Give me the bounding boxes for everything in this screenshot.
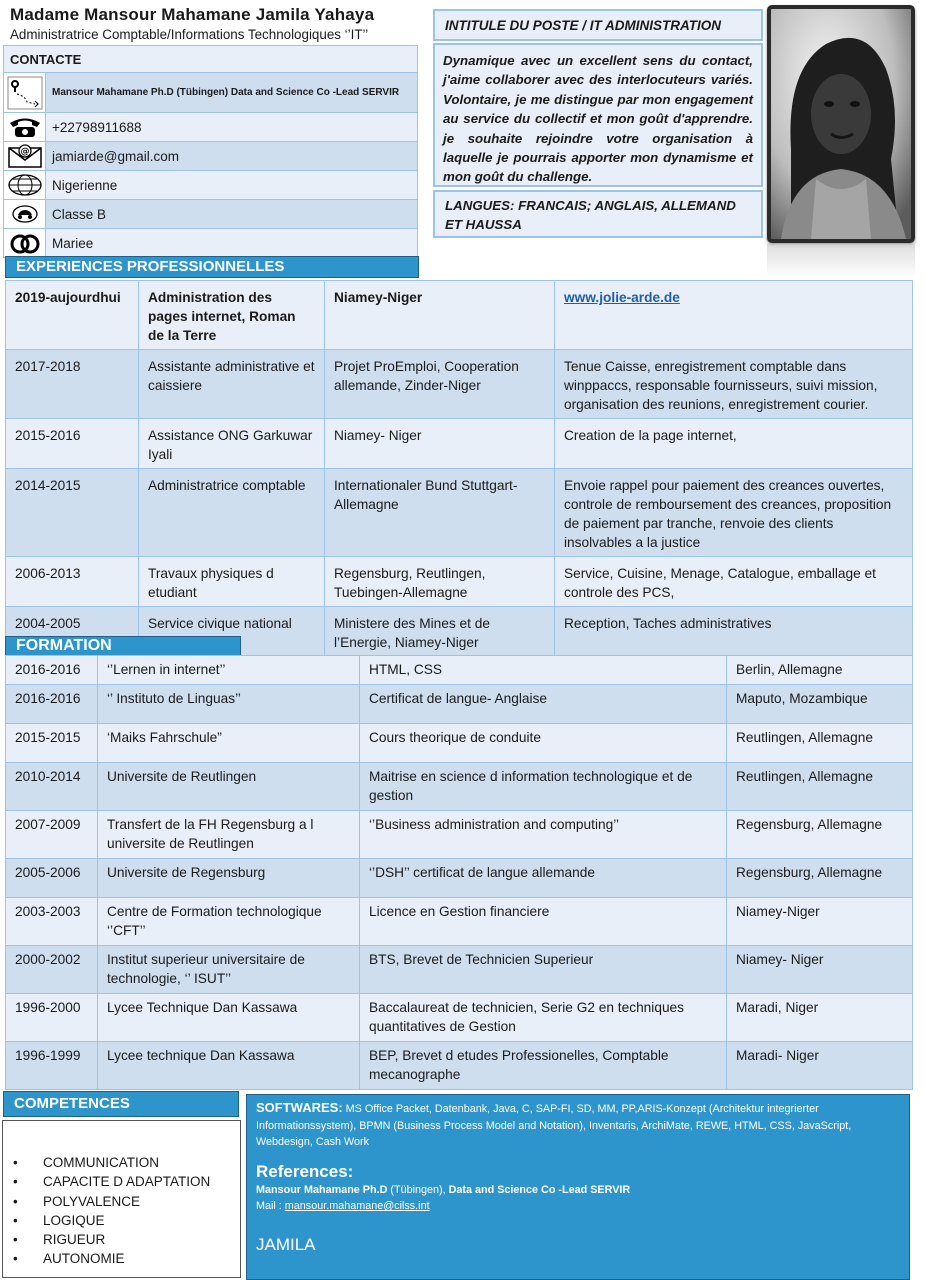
experience-place: Niamey-Niger xyxy=(325,281,555,350)
formation-degree: BTS, Brevet de Technicien Superieur xyxy=(360,946,727,994)
contact-row xyxy=(4,171,418,200)
competences-list xyxy=(2,1120,241,1278)
formation-row xyxy=(6,859,913,898)
reference-mail-label: Mail : xyxy=(256,1200,285,1213)
competence-item: • RIGUEUR xyxy=(13,1230,240,1249)
formation-school: Lycee Technique Dan Kassawa xyxy=(98,994,360,1042)
formation-place: Reutlingen, Allemagne xyxy=(727,724,913,763)
formation-period: 2000-2002 xyxy=(6,946,98,994)
formation-degree: Baccalaureat de technicien, Serie G2 en techniques quantitatives de Gestion xyxy=(360,994,727,1042)
telephone-icon xyxy=(4,113,46,142)
candidate-subtitle: Administratrice Comptable/Informations Technologiques ‘’IT’’ xyxy=(10,27,369,42)
experience-period: 2014-2015 xyxy=(6,469,139,557)
globe-icon xyxy=(4,171,46,200)
contact-row xyxy=(4,142,418,171)
experience-place: Regensburg, Reutlingen, Tuebingen-Allemagne xyxy=(325,557,555,607)
photo-reflection xyxy=(767,244,915,278)
profile-summary: Dynamique avec un excellent sens du contact, j'aime collaborer avec des interlocuteurs variés. Volontaire, je me distingue par mon engagement au service du collectif et mon goût d'apprendre. je souhaite rejoindre votre organisation à laquelle je pourrais apporter mon dynamisme et mon goût du challenge. xyxy=(433,43,763,187)
formation-period: 2003-2003 xyxy=(6,898,98,946)
contact-header-row xyxy=(4,46,418,73)
experience-section-title: EXPERIENCES PROFESSIONNELLES xyxy=(5,256,419,278)
experience-details: Service, Cuisine, Menage, Catalogue, emballage et controle des PCS, xyxy=(555,557,913,607)
experience-table xyxy=(5,280,913,657)
competence-item: • LOGIQUE xyxy=(13,1211,240,1230)
rings-icon xyxy=(4,229,46,258)
experience-role: Administratrice comptable xyxy=(139,469,325,557)
formation-period: 2007-2009 xyxy=(6,811,98,859)
formation-row xyxy=(6,724,913,763)
experience-role: Assistante administrative et caissiere xyxy=(139,350,325,419)
reference-position: Data and Science Co -Lead SERVIR xyxy=(448,1183,631,1196)
competence-item: • AUTONOMIE xyxy=(13,1249,240,1268)
contact-email[interactable]: jamiarde@gmail.com xyxy=(46,142,418,171)
formation-period: 1996-1999 xyxy=(6,1042,98,1090)
formation-school: Universite de Reutlingen xyxy=(98,763,360,811)
formation-period: 2005-2006 xyxy=(6,859,98,898)
candidate-name: Madame Mansour Mahamane Jamila Yahaya xyxy=(10,5,375,24)
experience-details: Envoie rappel pour paiement des creances ouvertes, controle de remboursement des creances, proposition de paiement par tranche, renvoie des clients insolvables a la justice xyxy=(555,469,913,557)
experience-role: Assistance ONG Garkuwar Iyali xyxy=(139,419,325,469)
reference-name: Mansour Mahamane Ph.D xyxy=(256,1183,388,1196)
formation-school: ‘Maiks Fahrschule” xyxy=(98,724,360,763)
softwares-list: MS Office Packet, Datenbank, Java, C, SAP-FI, SD, MM, PP,ARIS-Konzept (Architektur integrierter Informationssystem), BPMN (Business Process Model and Notation), Inventaris, ArchiMate, REWE, HTML, CSS, JavaScript, Webdesign, Cash Work xyxy=(256,1103,852,1149)
contact-nationality: Nigerienne xyxy=(46,171,418,200)
formation-row xyxy=(6,994,913,1042)
formation-period: 2010-2014 xyxy=(6,763,98,811)
formation-degree: Certificat de langue- Anglaise xyxy=(360,685,727,724)
formation-degree: ‘’DSH’’ certificat de langue allemande xyxy=(360,859,727,898)
contact-row xyxy=(4,73,418,113)
formation-degree: BEP, Brevet d etudes Professionelles, Comptable mecanographe xyxy=(360,1042,727,1090)
reference-mail-line xyxy=(256,1198,900,1215)
formation-row xyxy=(6,811,913,859)
formation-row xyxy=(6,946,913,994)
formation-place: Niamey-Niger xyxy=(727,898,913,946)
experience-row xyxy=(6,281,913,350)
formation-place: Niamey- Niger xyxy=(727,946,913,994)
email-icon xyxy=(4,142,46,171)
contact-phone[interactable]: +22798911688 xyxy=(46,113,418,142)
reference-university: (Tübingen), xyxy=(387,1183,449,1196)
experience-row xyxy=(6,469,913,557)
competence-item: • COMMUNICATION xyxy=(13,1153,240,1172)
job-title: INTITULE DU POSTE / IT ADMINISTRATION xyxy=(433,9,763,41)
experience-row xyxy=(6,350,913,419)
formation-school: Lycee technique Dan Kassawa xyxy=(98,1042,360,1090)
softwares-references-box xyxy=(246,1094,910,1280)
formation-row xyxy=(6,656,913,685)
competences-section-title: COMPETENCES xyxy=(3,1091,239,1117)
experience-period: 2019-aujourdhui xyxy=(6,281,139,350)
competence-item: • POLYVALENCE xyxy=(13,1192,240,1211)
formation-degree: HTML, CSS xyxy=(360,656,727,685)
formation-table xyxy=(5,655,913,1090)
formation-degree: Cours theorique de conduite xyxy=(360,724,727,763)
formation-place: Berlin, Allemagne xyxy=(727,656,913,685)
location-icon xyxy=(4,73,46,113)
experience-details xyxy=(555,281,913,350)
reference-name-line xyxy=(256,1182,900,1199)
experience-period: 2004-2005 xyxy=(6,607,139,657)
formation-row xyxy=(6,898,913,946)
formation-school: ‘’ Instituto de Linguas’’ xyxy=(98,685,360,724)
softwares-label: SOFTWARES: xyxy=(256,1100,343,1115)
contact-table xyxy=(3,45,418,258)
formation-degree: Maitrise en science d information technologique et de gestion xyxy=(360,763,727,811)
languages: LANGUES: FRANCAIS; ANGLAIS, ALLEMAND ET HAUSSA xyxy=(433,190,763,238)
formation-place: Maputo, Mozambique xyxy=(727,685,913,724)
experience-details: Tenue Caisse, enregistrement comptable dans winppaccs, responsable fournisseurs, suivi mission, organisation des reunions, enregistrement courier. xyxy=(555,350,913,419)
formation-place: Maradi- Niger xyxy=(727,1042,913,1090)
softwares-text xyxy=(256,1100,900,1151)
reference-mail-link[interactable]: mansour.mahamane@cilss.int xyxy=(284,1200,430,1213)
car-icon xyxy=(4,200,46,229)
formation-period: 1996-2000 xyxy=(6,994,98,1042)
contact-title: CONTACTE xyxy=(4,46,418,73)
contact-row xyxy=(4,229,418,258)
competence-item: • CAPACITE D ADAPTATION xyxy=(13,1172,240,1191)
signature: JAMILA xyxy=(256,1234,316,1254)
formation-school: ‘’Lernen in internet’’ xyxy=(98,656,360,685)
contact-reference-text: Mansour Mahamane Ph.D (Tübingen) Data and Science Co -Lead SERVIR xyxy=(46,73,418,113)
experience-row xyxy=(6,419,913,469)
experience-place: Projet ProEmploi, Cooperation allemande, Zinder-Niger xyxy=(325,350,555,419)
experience-role: Travaux physiques d etudiant xyxy=(139,557,325,607)
profile-photo xyxy=(767,5,915,243)
contact-row xyxy=(4,200,418,229)
experience-period: 2015-2016 xyxy=(6,419,139,469)
experience-place: Internationaler Bund Stuttgart- Allemagne xyxy=(325,469,555,557)
experience-row xyxy=(6,557,913,607)
formation-section-title: FORMATION xyxy=(5,636,241,656)
formation-degree: Licence en Gestion financiere xyxy=(360,898,727,946)
formation-school: Centre de Formation technologique ‘’CFT’’ xyxy=(98,898,360,946)
formation-row xyxy=(6,1042,913,1090)
formation-period: 2016-2016 xyxy=(6,656,98,685)
formation-place: Regensburg, Allemagne xyxy=(727,811,913,859)
formation-period: 2015-2015 xyxy=(6,724,98,763)
formation-place: Regensburg, Allemagne xyxy=(727,859,913,898)
experience-role: Service civique national xyxy=(139,607,325,657)
formation-degree: ‘’Business administration and computing’’ xyxy=(360,811,727,859)
experience-period: 2006-2013 xyxy=(6,557,139,607)
formation-school: Transfert de la FH Regensburg a l universite de Reutlingen xyxy=(98,811,360,859)
formation-row xyxy=(6,763,913,811)
references-title: References: xyxy=(256,1161,354,1181)
formation-period: 2016-2016 xyxy=(6,685,98,724)
formation-school: Universite de Regensburg xyxy=(98,859,360,898)
contact-row xyxy=(4,113,418,142)
contact-marital-status: Mariee xyxy=(46,229,418,258)
contact-license: Classe B xyxy=(46,200,418,229)
svg-text:@: @ xyxy=(20,147,29,157)
experience-place: Ministere des Mines et de l’Energie, Niamey-Niger xyxy=(325,607,555,657)
formation-place: Maradi, Niger xyxy=(727,994,913,1042)
formation-school: Institut superieur universitaire de technologie, ‘’ ISUT’’ xyxy=(98,946,360,994)
experience-details: Reception, Taches administratives xyxy=(555,607,913,657)
website-link[interactable]: www.jolie-arde.de xyxy=(564,290,680,305)
experience-details: Creation de la page internet, xyxy=(555,419,913,469)
formation-place: Reutlingen, Allemagne xyxy=(727,763,913,811)
experience-role: Administration des pages internet, Roman de la Terre xyxy=(139,281,325,350)
experience-place: Niamey- Niger xyxy=(325,419,555,469)
formation-row xyxy=(6,685,913,724)
experience-period: 2017-2018 xyxy=(6,350,139,419)
